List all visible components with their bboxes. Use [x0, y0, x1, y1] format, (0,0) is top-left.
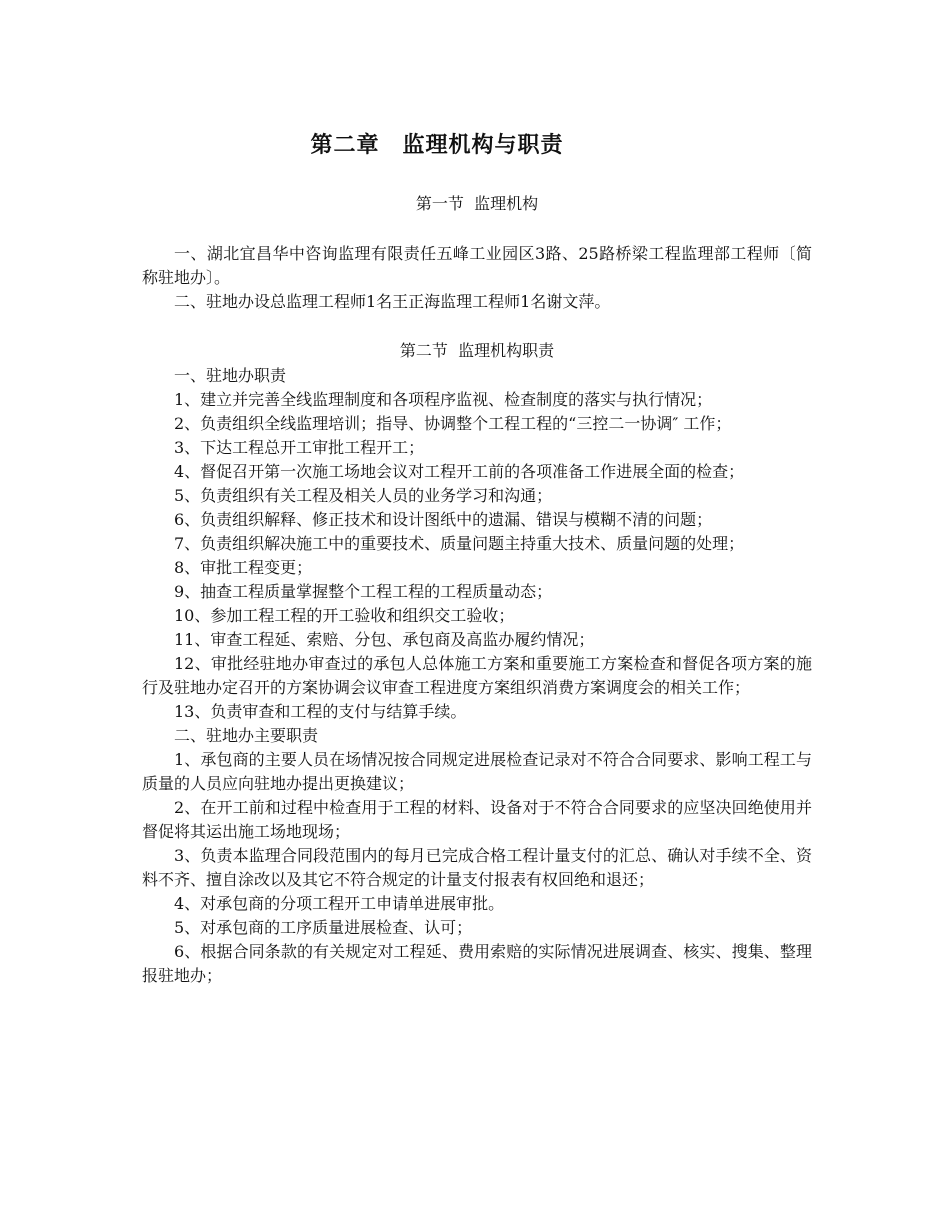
list-item: 5、负责组织有关工程及相关人员的业务学习和沟通；	[174, 486, 553, 505]
paragraph: 一、湖北宜昌华中咨询监理有限责任五峰工业园区3路、25路桥梁工程监理部工程师〔简称驻地办〕。	[142, 244, 812, 287]
list-item: 5、对承包商的工序质量进展检查、认可；	[174, 918, 473, 937]
list-item: 6、根据合同条款的有关规定对工程延、费用索赔的实际情况进展调查、核实、搜集、整理报驻地办；	[142, 942, 812, 985]
list-item: 4、对承包商的分项工程开工申请单进展审批。	[174, 894, 505, 913]
list-item: 12、审批经驻地办审查过的承包人总体施工方案和重要施工方案检查和督促各项方案的施行及驻地办定召开的方案协调会议审查工程进度方案组织消费方案调度会的相关工作；	[142, 654, 812, 697]
list-item: 1、建立并完善全线监理制度和各项程序监视、检查制度的落实与执行情况；	[174, 390, 713, 409]
section1-body	[142, 242, 812, 314]
list-item: 2、负责组织全线监理培训；指导、协调整个工程工程的“三控二一协调″ 工作；	[174, 414, 732, 433]
list-item: 10、参加工程工程的开工验收和组织交工验收；	[174, 606, 515, 625]
list-item: 1、承包商的主要人员在场情况按合同规定进展检查记录对不符合合同要求、影响工程工与质量的人员应向驻地办提出更换建议；	[142, 750, 812, 793]
list-item: 7、负责组织解决施工中的重要技术、质量问题主持重大技术、质量问题的处理；	[174, 534, 745, 553]
list-item: 6、负责组织解释、修正技术和设计图纸中的遗漏、错误与模糊不清的问题；	[174, 510, 713, 529]
list-item: 9、抽查工程质量掌握整个工程工程的工程质量动态；	[174, 582, 553, 601]
subheading: 一、驻地办职责	[174, 366, 287, 385]
list-item: 3、负责本监理合同段范围内的每月已完成合格工程计量支付的汇总、确认对手续不全、资料不齐、擅自涂改以及其它不符合规定的计量支付报表有权回绝和退还；	[142, 846, 812, 889]
subheading: 二、驻地办主要职责	[174, 726, 319, 745]
list-item: 13、负责审查和工程的支付与结算手续。	[174, 702, 467, 721]
list-item: 8、审批工程变更；	[174, 558, 313, 577]
section2-body	[142, 364, 812, 988]
list-item: 3、下达工程总开工审批工程开工；	[174, 438, 425, 457]
section-title-2: 第二节 监理机构职责	[399, 341, 555, 360]
list-item: 11、审查工程延、索赔、分包、承包商及高监办履约情况；	[174, 630, 595, 649]
list-item: 4、督促召开第一次施工场地会议对工程开工前的各项准备工作进展全面的检查；	[174, 462, 745, 481]
paragraph: 二、驻地办设总监理工程师1名王正海监理工程师1名谢文萍。	[174, 292, 611, 311]
list-item: 2、在开工前和过程中检查用于工程的材料、设备对于不符合合同要求的应坚决回绝使用并督促将其运出施工场地现场；	[142, 798, 812, 841]
section-title-1: 第一节 监理机构	[415, 194, 539, 213]
chapter-title: 第二章 监理机构与职责	[310, 133, 564, 158]
